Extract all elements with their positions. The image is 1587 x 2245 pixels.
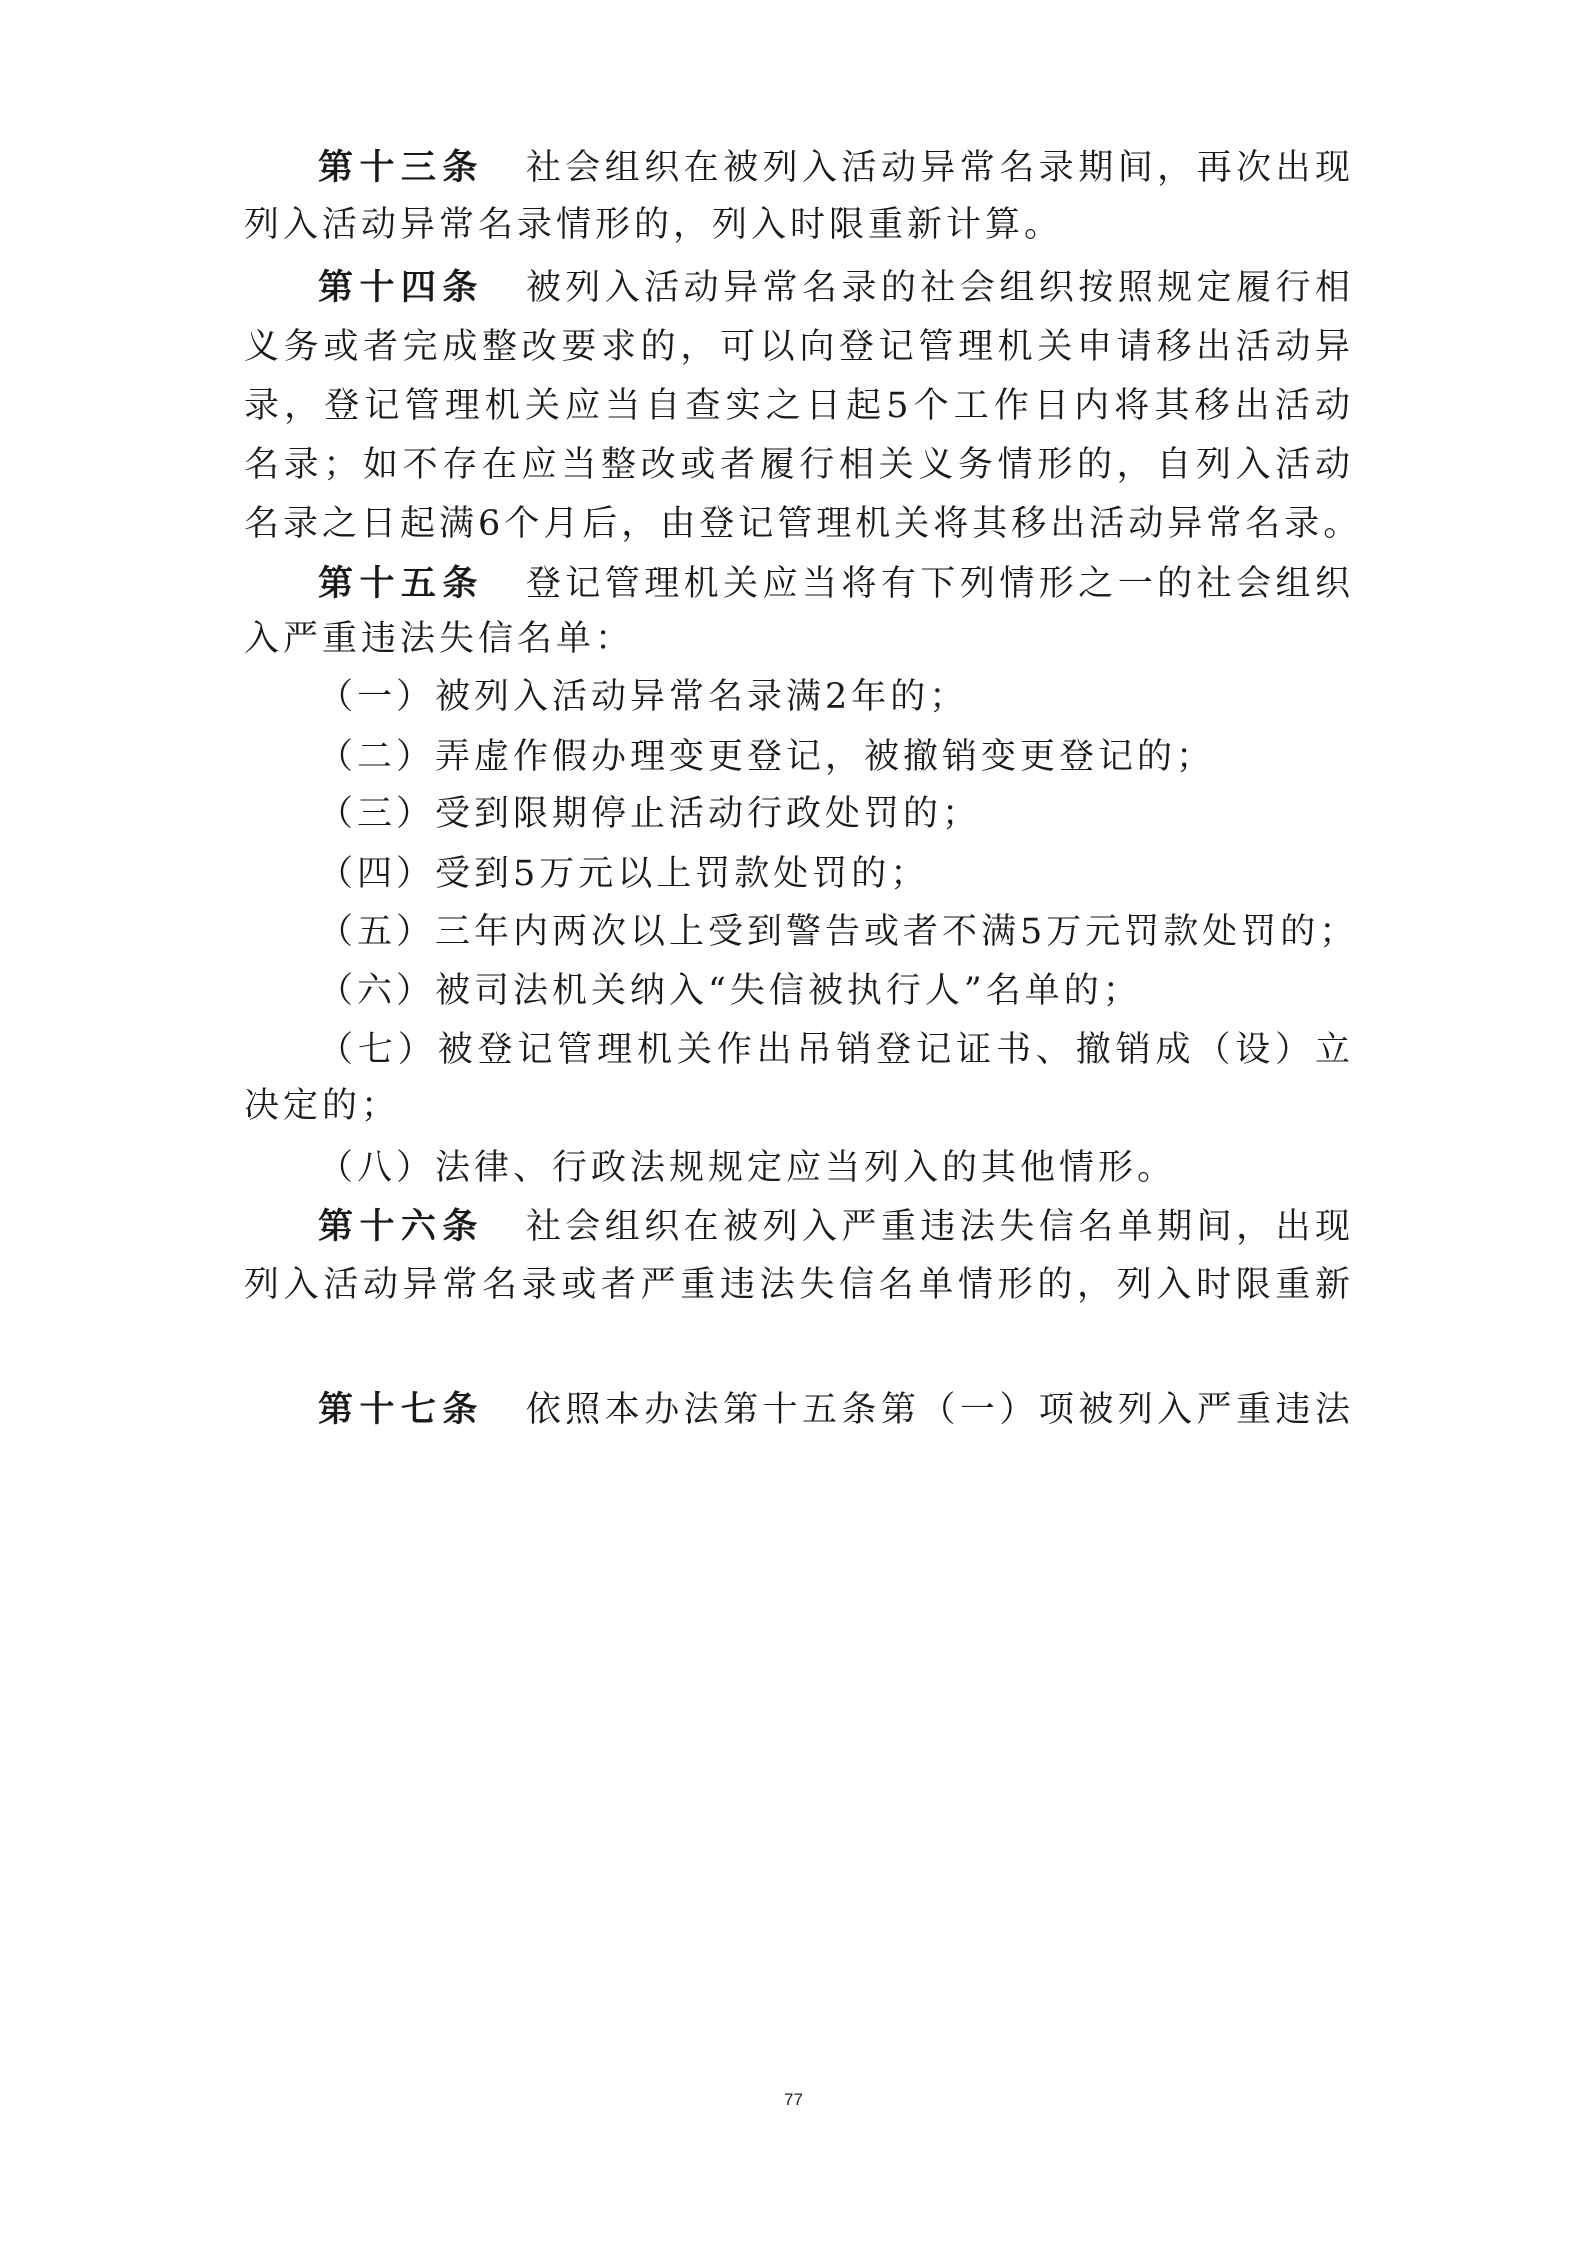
article-13-heading: 第十三条	[318, 147, 484, 188]
article-14-text: 被列入活动异常名录的社会组织按照规定履行相	[525, 268, 1354, 308]
article-13-line-2: 列入活动异常名录情形的，列入时限重新计算。	[244, 205, 1064, 245]
article-15-line-1	[318, 562, 1354, 606]
article-17-line-1	[318, 1388, 1354, 1432]
article-15-item-7-line-2: 决定的；	[244, 1086, 401, 1126]
article-15-item-4: （四）受到5万元以上罚款处罚的；	[318, 854, 930, 894]
article-15-item-7-line-1: （七）被登记管理机关作出吊销登记证书、撤销成（设）立	[318, 1030, 1354, 1070]
article-14-heading: 第十四条	[318, 267, 484, 308]
article-17-text: 依照本办法第十五条第（一）项被列入严重违法	[525, 1390, 1354, 1430]
article-15-item-1: （一）被列入活动异常名录满2年的；	[318, 677, 969, 717]
article-15-item-6: （六）被司法机关纳入“失信被执行人”名单的；	[318, 971, 1142, 1011]
article-14-line-3: 录，登记管理机关应当自查实之日起5个工作日内将其移出活动	[244, 386, 1354, 426]
article-16-text: 社会组织在被列入严重违法失信名单期间，出现	[525, 1207, 1354, 1247]
article-13-text: 社会组织在被列入活动异常名录期间，再次出现	[525, 148, 1354, 188]
article-14-line-2: 义务或者完成整改要求的，可以向登记管理机关申请移出活动异	[244, 327, 1354, 367]
article-16-line-2: 列入活动异常名录或者严重违法失信名单情形的，列入时限重新	[244, 1265, 1354, 1305]
article-16-heading: 第十六条	[318, 1206, 484, 1247]
article-15-item-2: （二）弄虚作假办理变更登记，被撤销变更登记的；	[318, 737, 1216, 777]
article-15-heading: 第十五条	[318, 563, 484, 604]
article-17-heading: 第十七条	[318, 1389, 484, 1430]
page-number: 77	[784, 2090, 803, 2109]
article-16-line-1	[318, 1205, 1354, 1249]
article-15-line-2: 入严重违法失信名单：	[244, 619, 635, 659]
article-14-line-5: 名录之日起满6个月后，由登记管理机关将其移出活动异常名录。	[244, 504, 1363, 544]
article-14-line-4: 名录；如不存在应当整改或者履行相关义务情形的，自列入活动	[244, 445, 1354, 485]
article-14-line-1	[318, 266, 1354, 310]
article-15-item-5: （五）三年内两次以上受到警告或者不满5万元罚款处罚的；	[318, 912, 1359, 952]
article-13-line-1	[318, 146, 1354, 190]
article-15-item-3: （三）受到限期停止活动行政处罚的；	[318, 794, 982, 834]
article-15-item-8: （八）法律、行政法规规定应当列入的其他情形。	[318, 1148, 1177, 1188]
article-15-text: 登记管理机关应当将有下列情形之一的社会组织	[525, 564, 1354, 604]
